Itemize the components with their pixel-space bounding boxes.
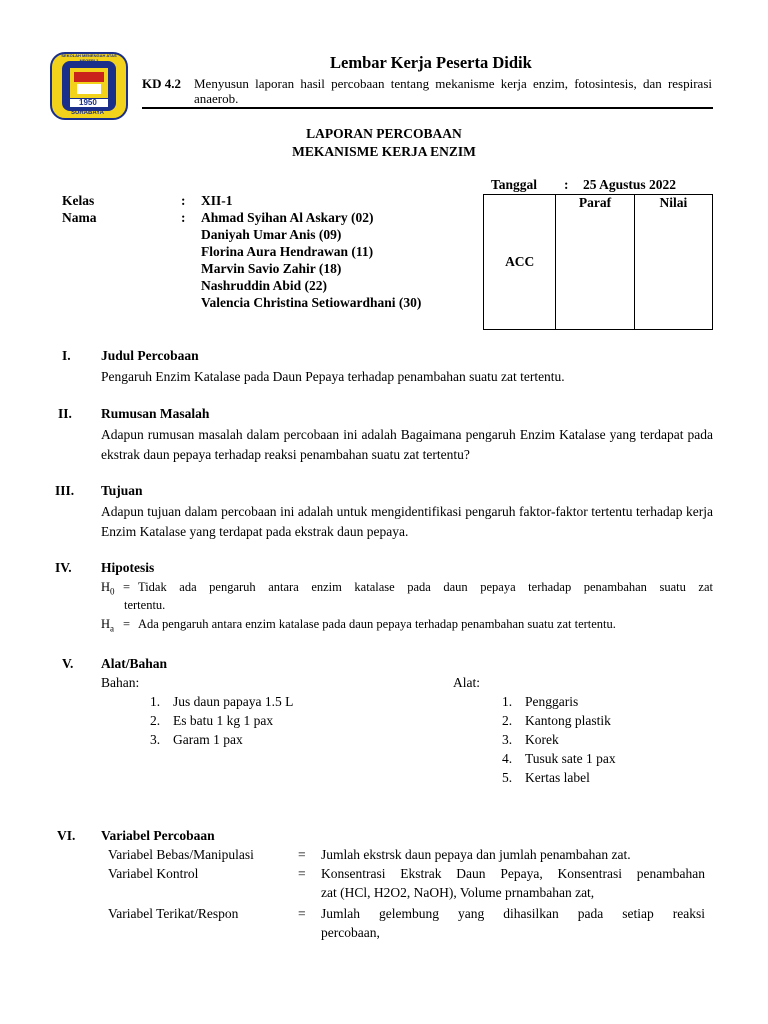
report-subtitle: MEKANISME KERJA ENZIM xyxy=(292,144,476,159)
section-number: II. xyxy=(58,406,72,421)
section-title: Tujuan xyxy=(101,483,143,498)
h0-label: $H_0$ xyxy=(101,580,115,597)
variable-value-cont: percobaan, xyxy=(321,925,380,940)
variable-label: Variabel Terikat/Respon xyxy=(108,906,239,921)
report-title: LAPORAN PERCOBAAN xyxy=(306,126,462,141)
alat-label: Alat: xyxy=(453,675,480,690)
class-colon: : xyxy=(181,193,186,208)
ha-label: $H_a$ xyxy=(101,617,115,634)
student-name: Valencia Christina Setiowardhani (30) xyxy=(201,295,422,310)
list-item-number: 3. xyxy=(150,732,161,747)
student-name: Florina Aura Hendrawan (11) xyxy=(201,244,374,259)
section-number: I. xyxy=(62,348,71,363)
kd-description: Menyusun laporan hasil percobaan tentang mekanisme kerja enzim, fotosintesis, dan respirasi anaerob. xyxy=(194,76,712,106)
logo-year: 1950 xyxy=(79,98,97,107)
list-item: Korek xyxy=(525,732,559,747)
section-text: Adapun tujuan dalam percobaan ini adalah untuk mengidentifikasi pengaruh faktor-faktor tertentu terhadap kerja Enzim Katalase yang terdapat pada ekstrak daun pepaya. xyxy=(101,504,713,539)
variable-value: Jumlah ekstrsk daun pepaya dan jumlah penambahan zat. xyxy=(321,847,631,862)
name-label: Nama xyxy=(62,210,97,225)
bahan-label: Bahan: xyxy=(101,675,140,690)
list-item-number: 1. xyxy=(502,694,513,709)
section-title: Alat/Bahan xyxy=(101,656,168,671)
variable-equals: = xyxy=(298,866,306,881)
h0-text: Tidak ada pengaruh antara enzim katalase pada daun pepaya terhadap penambahan suatu zat xyxy=(138,580,713,594)
section-number: III. xyxy=(55,483,75,498)
variable-value: Jumlah gelembung yang dihasilkan pada setiap reaksi xyxy=(321,906,705,921)
list-item: Garam 1 pax xyxy=(173,732,243,747)
section-title: Judul Percobaan xyxy=(101,348,199,363)
variable-label: Variabel Bebas/Manipulasi xyxy=(108,847,254,862)
nilai-header: Nilai xyxy=(634,195,712,212)
school-logo xyxy=(50,52,128,120)
worksheet-title: Lembar Kerja Peserta Didik xyxy=(330,53,532,72)
date-value: 25 Agustus 2022 xyxy=(583,177,677,192)
list-item: Penggaris xyxy=(525,694,579,709)
list-item: Es batu 1 kg 1 pax xyxy=(173,713,274,728)
nilai-cell xyxy=(634,211,712,330)
variable-equals: = xyxy=(298,906,306,921)
section-number: V. xyxy=(62,656,74,671)
section-title: Variabel Percobaan xyxy=(101,828,215,843)
header-divider xyxy=(142,107,713,109)
class-value: XII-1 xyxy=(201,193,233,208)
h0-text-cont: tertentu. xyxy=(124,598,166,612)
ha-equals: = xyxy=(123,617,131,631)
list-item: Kertas label xyxy=(525,770,590,785)
student-name: Marvin Savio Zahir (18) xyxy=(201,261,342,276)
acc-cell: ACC xyxy=(484,195,556,330)
section-number: VI. xyxy=(57,828,76,843)
list-item-number: 2. xyxy=(150,713,161,728)
section-number: IV. xyxy=(55,560,72,575)
list-item-number: 1. xyxy=(150,694,161,709)
student-name: Daniyah Umar Anis (09) xyxy=(201,227,342,242)
list-item: Tusuk sate 1 pax xyxy=(525,751,616,766)
list-item-number: 4. xyxy=(502,751,513,766)
section-title: Rumusan Masalah xyxy=(101,406,210,421)
list-item: Jus daun papaya 1.5 L xyxy=(173,694,294,709)
section-text: Pengaruh Enzim Katalase pada Daun Pepaya terhadap penambahan suatu zat tertentu. xyxy=(101,369,565,384)
logo-city: SURABAYA xyxy=(71,110,104,116)
h0-equals: = xyxy=(123,580,131,594)
list-item-number: 5. xyxy=(502,770,513,785)
variable-value-cont: zat (HCl, H2O2, NaOH), Volume prnambahan zat, xyxy=(321,885,595,900)
grade-table xyxy=(483,194,713,330)
student-name: Nashruddin Abid (22) xyxy=(201,278,328,293)
ha-text: Ada pengaruh antara enzim katalase pada daun pepaya terhadap penambahan suatu zat tertentu. xyxy=(138,617,616,631)
logo-school-name: SEKOLAH MENENGAH ATAS NEGERI 2 xyxy=(61,53,117,63)
section-text: Adapun rumusan masalah dalam percobaan ini adalah Bagaimana pengaruh Enzim Katalase yang terdapat pada ekstrak daun pepaya terhadap reaksi penambahan suatu zat tertentu? xyxy=(101,427,713,462)
kd-label: KD 4.2 xyxy=(142,76,181,91)
name-colon: : xyxy=(181,210,186,225)
paraf-cell xyxy=(556,211,634,330)
date-label: Tanggal xyxy=(491,177,538,192)
date-colon: : xyxy=(564,177,569,192)
section-title: Hipotesis xyxy=(101,560,155,575)
class-label: Kelas xyxy=(62,193,95,208)
list-item: Kantong plastik xyxy=(525,713,611,728)
list-item-number: 3. xyxy=(502,732,513,747)
variable-value: Konsentrasi Ekstrak Daun Pepaya, Konsentrasi penambahan xyxy=(321,866,705,881)
variable-equals: = xyxy=(298,847,306,862)
variable-label: Variabel Kontrol xyxy=(108,866,199,881)
list-item-number: 2. xyxy=(502,713,513,728)
student-name: Ahmad Syihan Al Askary (02) xyxy=(201,210,374,225)
paraf-header: Paraf xyxy=(556,195,634,212)
